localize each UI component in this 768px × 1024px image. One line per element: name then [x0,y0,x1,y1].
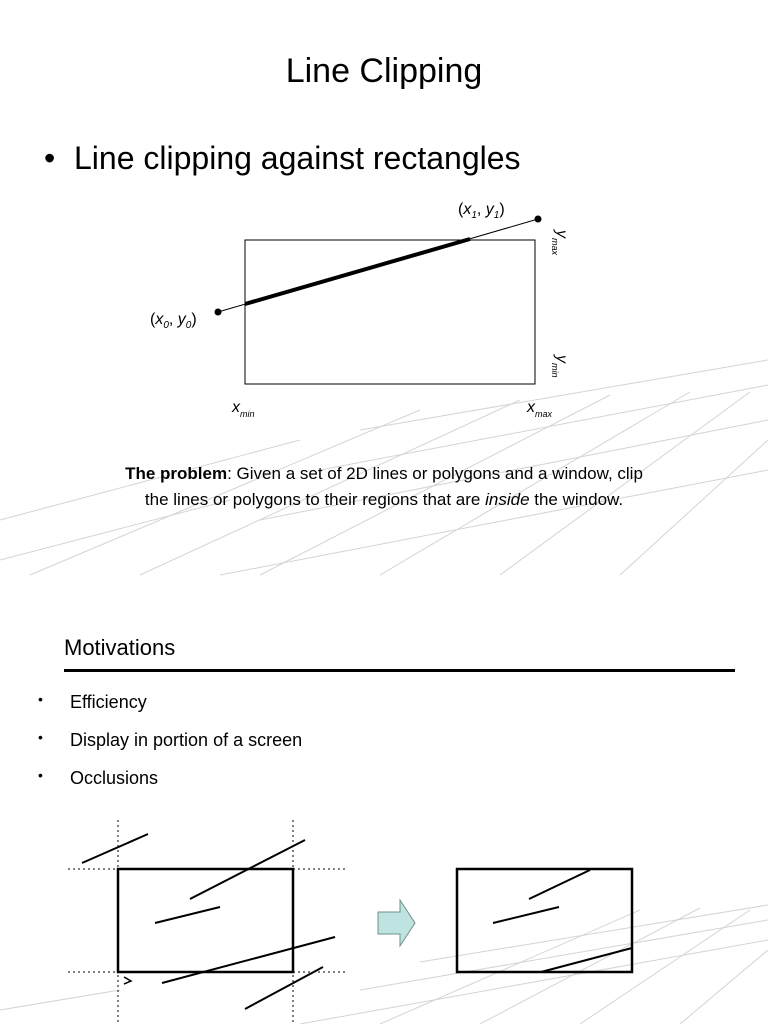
bullet-item: • Line clipping against rectangles [44,140,521,176]
window-before [118,869,293,972]
emphasis-inside: inside [485,490,530,509]
list-item: • Efficiency [38,691,147,712]
slide-motivations [0,590,768,1024]
clipped-segment [245,239,470,304]
clipped-lines [493,870,632,972]
label-ymin [550,354,570,378]
clipping-before-after-diagram [0,590,768,1024]
label-p0: ($x_0$, $y_0$) [150,311,197,331]
slide-title: Line Clipping [285,52,483,90]
slide-title: Motivations [64,635,176,660]
problem-statement: The problem: Given a set of 2D lines or polygons and a window, clip the lines or polygons to their regions that are inside the window. [125,464,643,509]
label-xmin: $x_{min}$ [232,399,255,419]
transform-arrow-icon [378,900,415,946]
svg-text:ymax: $y_{max}$ [550,230,570,256]
bullet-text: Line clipping against rectangles [74,140,521,176]
list-item: • Occlusions [38,767,159,788]
clipping-diagram [0,0,768,440]
problem-heading: The problem [125,464,228,483]
svg-text:ymin: $y_{min}$ [550,355,570,378]
endpoint-p1 [535,216,542,223]
small-arrow-marker [124,977,131,984]
label-p1: ($x_1$, $y_1$) [458,201,505,221]
endpoint-p0 [215,309,222,316]
window-after [457,869,632,972]
list-item: • Display in portion of a screen [38,729,303,750]
unclipped-lines [82,834,335,1009]
label-ymax [550,229,570,256]
label-xmax: $x_{max}$ [527,399,553,419]
